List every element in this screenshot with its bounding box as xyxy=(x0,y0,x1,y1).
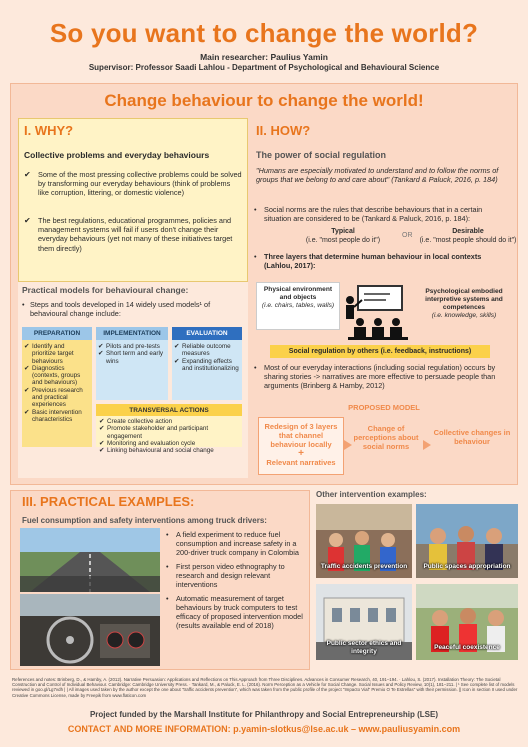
how-heading: II. HOW? xyxy=(256,123,311,138)
supervisor: Supervisor: Professor Saadi Lahlou - Department of Psychological and Behavioural Science xyxy=(88,63,440,72)
list-item: ✔ Create collective action xyxy=(99,418,173,425)
environment-box: Physical environment and objects (i.e. chairs, tables, walls) xyxy=(256,282,340,330)
bullet-icon: • xyxy=(254,252,257,261)
bullet-icon: • xyxy=(254,205,257,214)
list-item: ✔ Expanding effects and institutionalizing xyxy=(174,357,239,372)
everyday-bullet: • Most of our everyday interactions (including social regulation) occurs by sharing stories -> narratives are more effective to persuade people than arguments (Brinberg & Hamby, 2012) xyxy=(254,363,496,390)
layers-bullet: • Three layers that determine human behaviour in local contexts (Lahlou, 2017): xyxy=(254,252,482,270)
norms-bullet: • Social norms are the rules that describe behaviours that in a certain situation are considered to be (Tankard & Paluck, 2016, p. 184): xyxy=(254,205,483,223)
model-step-1: Redesign of 3 layers that channel behaviour locally + Relevant narratives xyxy=(258,417,344,475)
list-item: ✔ Diagnostics (contexts, groups and behaviours) xyxy=(24,364,81,387)
other-examples-heading: Other intervention examples: xyxy=(316,490,427,499)
why-panel xyxy=(18,118,248,282)
practical-list xyxy=(166,530,308,635)
checkmark-icon: ✔ xyxy=(24,170,31,179)
checkmark-icon: ✔ xyxy=(24,216,31,225)
social-regulation-bar: Social regulation by others (i.e. feedback, instructions) xyxy=(270,345,490,358)
bullet-icon: • xyxy=(254,363,257,372)
funding-note: Project funded by the Marshall Institute for Philanthropy and Social Entrepreneurship (LSE) xyxy=(89,710,439,719)
truck-subheading: Fuel consumption and safety interventions among truck drivers: xyxy=(22,516,267,525)
why-heading: I. WHY? xyxy=(24,123,74,138)
list-item: • Automatic measurement of target behaviours by truck computers to test efficacy of proposed intervention model (results available end of 2018) xyxy=(166,594,303,630)
list-item: ✔ Promote stakeholder and participant engagement xyxy=(99,425,209,440)
photo-caption: Traffic accidents prevention xyxy=(320,563,408,570)
proposed-model-heading: PROPOSED MODEL xyxy=(348,403,420,412)
desirable-norm: Desirable (i.e. "most people should do it") xyxy=(419,228,517,244)
list-item: ✔ Identify and prioritize target behaviours xyxy=(24,343,74,365)
list-item: ✔ Short term and early wins xyxy=(98,350,164,365)
contact-info: CONTACT AND MORE INFORMATION: p.yamin-slotkus@lse.ac.uk – www.pauliusyamin.com xyxy=(67,724,461,734)
power-heading: The power of social regulation xyxy=(256,150,387,160)
transversal-list xyxy=(96,416,242,455)
photo-caption: Public sector ethics and integrity xyxy=(326,640,402,655)
transversal-header: TRANSVERSAL ACTIONS xyxy=(96,404,242,417)
list-item: • A field experiment to reduce fuel consumption and increase safety in a 200-driver truck company in Colombia xyxy=(166,530,299,557)
arrow-right-icon xyxy=(423,440,431,450)
list-item: ✔ Linking behavioural and social change xyxy=(99,447,214,455)
or-label: OR xyxy=(402,232,413,239)
why-bullet-1: ✔ Some of the most pressing collective problems could be solved by transforming our everyday behaviours (think of problems like corruption, littering, or domestic violence) xyxy=(24,170,242,198)
poster-title: So you want to change the world? xyxy=(49,18,479,48)
practical-heading: III. PRACTICAL EXAMPLES: xyxy=(22,494,195,509)
dashboard-photo xyxy=(20,594,160,666)
banner-title: Change behaviour to change the world! xyxy=(104,91,424,110)
model-step-2: Change of perceptions about social norms xyxy=(353,424,419,451)
evaluation-header: EVALUATION xyxy=(172,327,242,340)
preparation-header: PREPARATION xyxy=(22,327,92,340)
models-heading: Practical models for behavioural change: xyxy=(22,285,189,295)
why-subheading: Collective problems and everyday behaviours xyxy=(24,150,210,160)
references: References and notes: Brinberg, D., & Hamby, A. (2012). Narrative Persuasion: Applications and Reflections on This Approach from Three Disciplines. Advances in Consumer Research, 40, 191–194. · Lahlou, S. (2017). Installation Theory: The Societal Construction and Control of Individual Behaviour. Cambridge: Cambridge University Press. · Tankard, M., & Paluck, E. L. (2016). Norm Perception as a Vehicle for Social Change. Social Issues and Policy Review, 10(1), 181–211. | ¹ See complete list of models reviewed in goo.gl/Lg7vdh | | All images used taken by the author except the one about "traffic accidents prevention", which was taken from the public profile of the project "Impacto Vial" Premio O Te Estrellas" with their permission. || Icon in section II used under Creative Commons License, made by Freepik from www.flaticon.com xyxy=(12,677,518,698)
why-bullet-2: ✔ The best regulations, educational programmes, policies and management systems will fail if users don't change their everyday behaviours (yet not many of these initiatives target them directly) xyxy=(24,216,233,253)
list-item: • First person video ethnography to research and design relevant interventions xyxy=(166,562,285,589)
photo-caption: Public spaces appropriation xyxy=(423,563,511,570)
implementation-list xyxy=(96,340,168,400)
photo-caption: Peaceful coexistence xyxy=(434,644,500,651)
typical-norm: Typical (i.e. "most people do it") xyxy=(305,228,381,244)
quote: "Humans are especially motivated to understand and to follow the norms of groups that we belong to and care about" (Tankard & Paluck, 2016, p. 184) xyxy=(256,166,499,185)
model-step-3: Collective changes in behaviour xyxy=(433,428,511,446)
road-photo xyxy=(20,528,160,592)
main-researcher: Main researcher: Paulius Yamin xyxy=(200,52,328,62)
evaluation-list xyxy=(172,340,242,400)
list-item: ✔ Monitoring and evaluation cycle xyxy=(99,439,196,447)
bullet-icon: • xyxy=(22,300,25,309)
models-bullet: • Steps and tools developed in 14 widely used models¹ of behavioural change include: xyxy=(22,300,211,318)
preparation-list xyxy=(22,340,92,447)
list-item: ✔ Basic intervention characteristics xyxy=(24,408,82,423)
psych-box: Psychological embodied interpretive systems and competences (i.e. knowledge, skills) xyxy=(425,288,503,319)
list-item: ✔ Reliable outcome measures xyxy=(174,343,231,358)
implementation-header: IMPLEMENTATION xyxy=(96,327,168,340)
list-item: ✔ Pilots and pre-tests xyxy=(98,343,160,350)
classroom-icon xyxy=(342,282,414,344)
list-item: ✔ Previous research and practical experiences xyxy=(24,386,83,409)
